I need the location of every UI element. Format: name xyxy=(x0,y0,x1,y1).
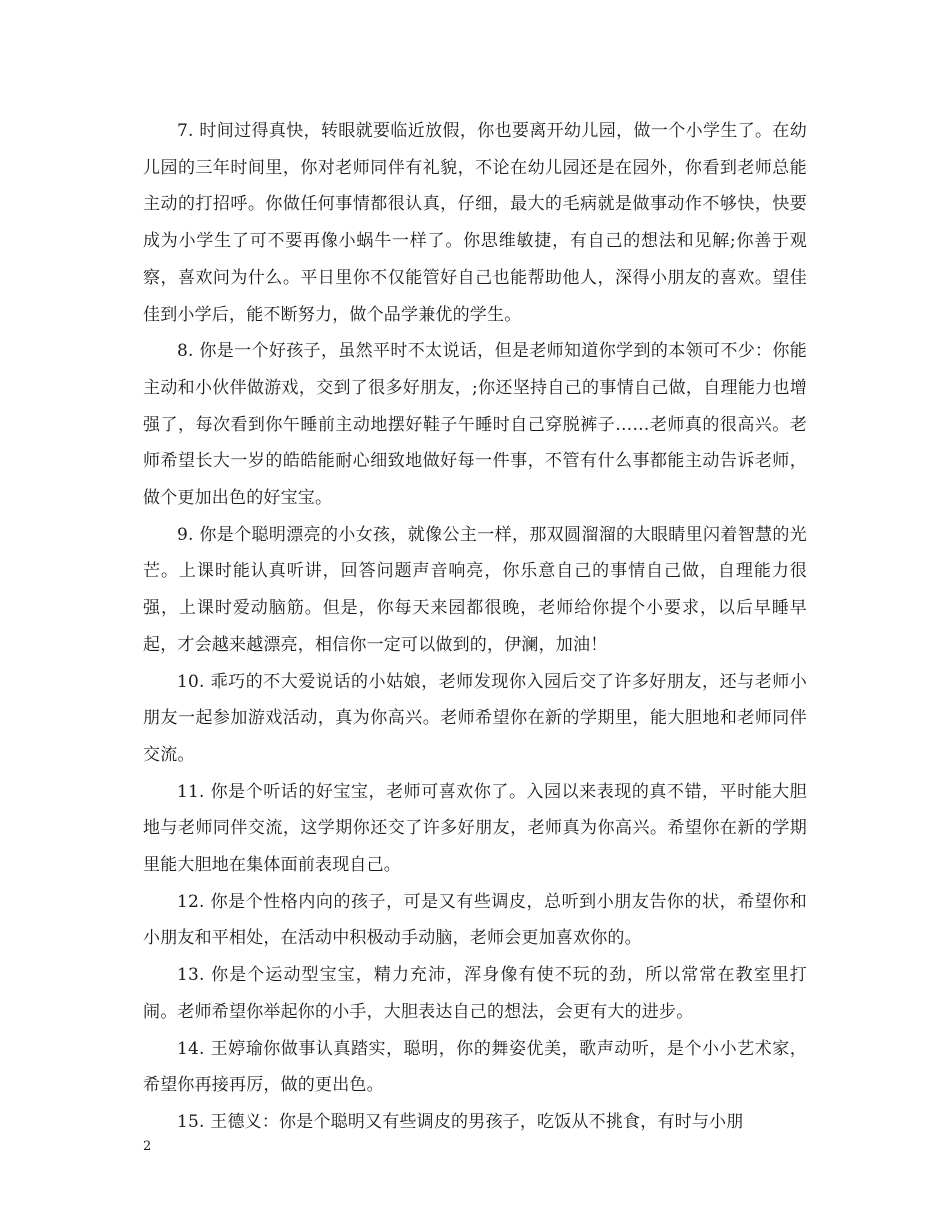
paragraph-11: 11. 你是个听话的好宝宝，老师可喜欢你了。入园以来表现的真不错，平时能大胆地与老师同伴交流，这学期你还交了许多好朋友，老师真为你高兴。希望你在新的学期里能大胆地在集体面前表现自己。 xyxy=(143,781,807,876)
paragraph-12: 12. 你是个性格内向的孩子，可是又有些调皮，总听到小朋友告你的状，希望你和小朋友和平相处，在活动中积极动手动脑，老师会更加喜欢你的。 xyxy=(143,891,807,949)
page-number: 2 xyxy=(143,1139,152,1154)
paragraph-7: 7. 时间过得真快，转眼就要临近放假，你也要离开幼儿园，做一个小学生了。在幼儿园的三年时间里，你对老师同伴有礼貌，不论在幼儿园还是在园外，你看到老师总能主动的打招呼。你做任何事情都很认真，仔细，最大的毛病就是做事动作不够快，快要成为小学生了可不要再像小蜗牛一样了。你思维敏捷，有自己的想法和见解;你善于观察，喜欢问为什么。平日里你不仅能管好自己也能帮助他人，深得小朋友的喜欢。望佳佳到小学后，能不断努力，做个品学兼优的学生。 xyxy=(143,121,807,325)
paragraph-10: 10. 乖巧的不大爱说话的小姑娘，老师发现你入园后交了许多好朋友，还与老师小朋友一起参加游戏活动，真为你高兴。老师希望你在新的学期里，能大胆地和老师同伴交流。 xyxy=(143,671,807,765)
paragraph-9: 9. 你是个聪明漂亮的小女孩，就像公主一样，那双圆溜溜的大眼睛里闪着智慧的光芒。上课时能认真听讲，回答问题声音响亮，你乐意自己的事情自己做，自理能力很强，上课时爱动脑筋。但是，你每天来园都很晚，老师给你提个小要求，以后早睡早起，才会越来越漂亮，相信你一定可以做到的，伊澜，加油！ xyxy=(143,524,807,655)
paragraph-14: 14. 王婷瑜你做事认真踏实，聪明，你的舞姿优美，歌声动听，是个小小艺术家，希望你再接再厉，做的更出色。 xyxy=(143,1038,807,1096)
paragraph-13: 13. 你是个运动型宝宝，精力充沛，浑身像有使不玩的劲，所以常常在教室里打闹。老师希望你举起你的小手，大胆表达自己的想法，会更有大的进步。 xyxy=(143,965,807,1022)
document-body xyxy=(143,113,807,1141)
paragraph-8: 8. 你是一个好孩子，虽然平时不太说话，但是老师知道你学到的本领可不少：你能主动和小伙伴做游戏，交到了很多好朋友，;你还坚持自己的事情自己做，自理能力也增强了，每次看到你午睡前主动地摆好鞋子午睡时自己穿脱裤子……老师真的很高兴。老师希望长大一岁的皓皓能耐心细致地做好每一件事，不管有什么事都能主动告诉老师，做个更加出色的好宝宝。 xyxy=(143,341,807,509)
paragraph-15: 15. 王德义：你是个聪明又有些调皮的男孩子，吃饭从不挑食，有时与小朋 xyxy=(177,1111,744,1132)
